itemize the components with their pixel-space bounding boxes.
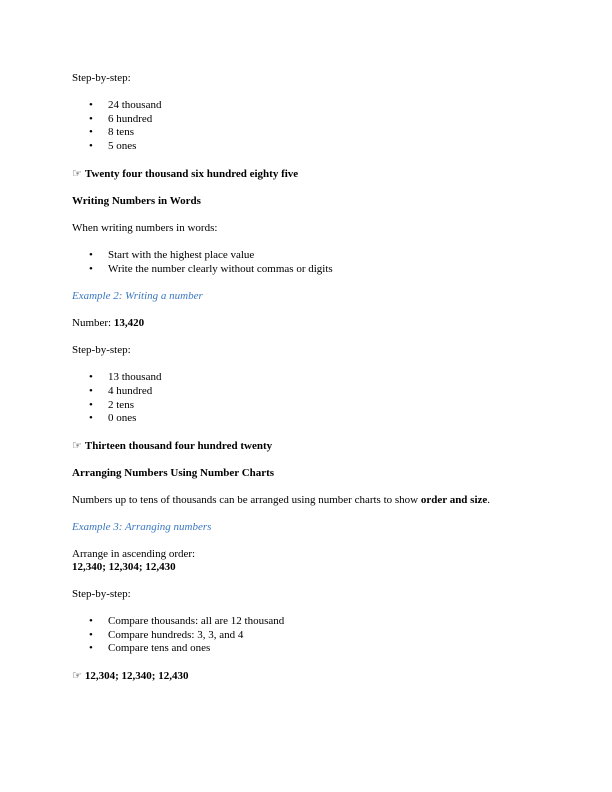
intro-start: Numbers up to tens of thousands can be arranged using number charts to show <box>72 494 421 507</box>
answer-1 <box>72 168 552 181</box>
steps-list-2 <box>72 371 552 426</box>
rules-list <box>72 249 552 276</box>
number-label: Number: <box>72 317 114 330</box>
answer-text: Thirteen thousand four hundred twenty <box>84 440 273 453</box>
list-item: • Compare hundreds: 3, 3, and 4 <box>72 629 552 643</box>
section-heading-arranging-numbers: Arranging Numbers Using Number Charts <box>72 467 275 480</box>
number-line <box>72 317 552 330</box>
step-by-step-label: Step-by-step: <box>72 72 131 84</box>
step-by-step-label: Step-by-step: <box>72 344 131 357</box>
pointing-hand-icon: ☞ <box>72 440 82 453</box>
document-page <box>72 72 552 683</box>
answer-2 <box>72 440 552 453</box>
pointing-hand-icon: ☞ <box>72 167 82 180</box>
example-3-title: Example 3: Arranging numbers <box>72 521 212 534</box>
section-heading-writing-numbers: Writing Numbers in Words <box>72 194 201 207</box>
list-item: • 0 ones <box>72 412 552 426</box>
intro-text <box>72 494 552 507</box>
numbers-value: 12,340; 12,304; 12,430 <box>72 561 176 574</box>
list-item: • Compare tens and ones <box>72 642 552 656</box>
list-item: • 8 tens <box>72 126 552 140</box>
list-item: • Write the number clearly without commas or digits <box>72 263 552 277</box>
numbers-to-arrange <box>72 561 552 574</box>
list-item: • 5 ones <box>72 140 552 154</box>
list-item: • 24 thousand <box>72 99 552 113</box>
intro-bold: order and size <box>420 494 488 507</box>
list-item: • Start with the highest place value <box>72 249 552 263</box>
list-item: • 4 hundred <box>72 385 552 399</box>
answer-3 <box>72 670 552 683</box>
task-text: Arrange in ascending order: <box>72 548 196 561</box>
example-2-title: Example 2: Writing a number <box>72 290 203 303</box>
intro-end: . <box>487 494 491 507</box>
step-by-step-label: Step-by-step: <box>72 588 131 601</box>
list-item: • Compare thousands: all are 12 thousand <box>72 615 552 629</box>
steps-list-1 <box>72 99 552 154</box>
list-item: • 13 thousand <box>72 371 552 385</box>
list-item: • 6 hundred <box>72 113 552 127</box>
answer-text: 12,304; 12,340; 12,430 <box>84 670 189 683</box>
steps-list-3 <box>72 615 552 656</box>
intro-text: When writing numbers in words: <box>72 221 218 234</box>
list-item: • 2 tens <box>72 399 552 413</box>
pointing-hand-icon: ☞ <box>72 670 82 683</box>
answer-text: Twenty four thousand six hundred eighty five <box>84 167 299 180</box>
number-value: 13,420 <box>113 317 145 330</box>
